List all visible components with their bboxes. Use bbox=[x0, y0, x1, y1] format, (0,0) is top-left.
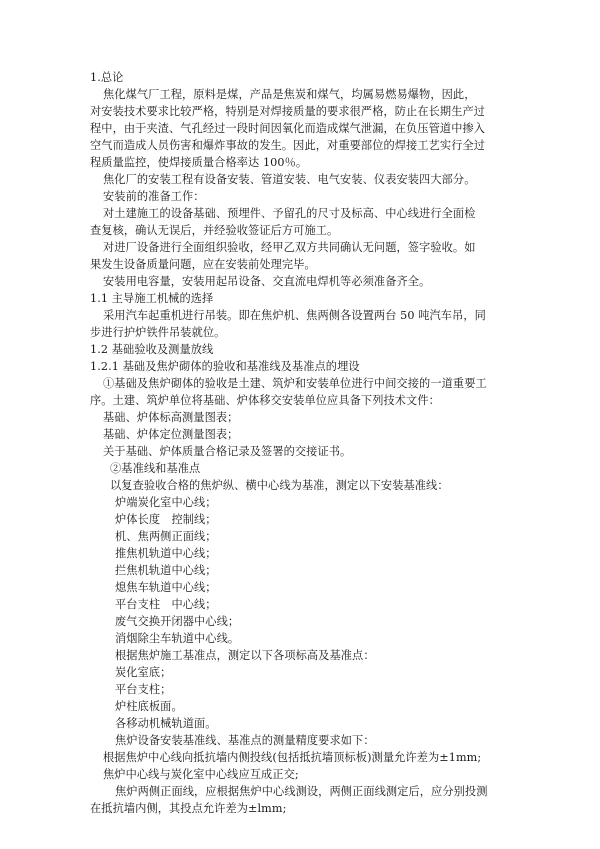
paragraph-line: 查复核，确认无误后，并经验收签证后方可施工。 bbox=[90, 224, 339, 237]
list-item: 推焦机轨道中心线； bbox=[115, 547, 217, 560]
list-item: 机、焦两侧正面线； bbox=[115, 530, 217, 543]
paragraph-line: 程质量监控，使焊接质量合格率达 100％。 bbox=[90, 156, 308, 169]
paragraph-line: 焦化厂的安装工程有设备安装、管道安装、电气安装、仪表安装四大部分。 bbox=[103, 173, 476, 186]
list-item: 各移动机械轨道面。 bbox=[115, 717, 217, 730]
paragraph-line: 步进行护炉铁件吊装就位。 bbox=[90, 326, 226, 339]
subsection-heading: 1.2.1 基础及焦炉砌体的验收和基准线及基准点的埋设 bbox=[90, 360, 360, 373]
paragraph-line: 采用汽车起重机进行吊装。即在焦炉机、焦两侧各设置两台 50 吨汽车吊，同 bbox=[103, 309, 486, 322]
paragraph-line: 焦炉两侧正面线，应根据焦炉中心线测设，两侧正面线测定后，应分别投测 bbox=[115, 785, 488, 798]
list-item: 炭化室底； bbox=[115, 666, 172, 679]
list-item: 基础、炉体定位测量图表； bbox=[103, 428, 239, 441]
paragraph-line: 果发生设备质量问题，应在安装前处理完毕。 bbox=[90, 258, 316, 271]
paragraph-line: 以复查验收合格的焦炉纵、横中心线为基准，测定以下安装基准线： bbox=[110, 479, 449, 492]
list-item: 平台支柱 中心线； bbox=[115, 598, 217, 611]
paragraph-line: ①基础及焦炉砌体的验收是土建、筑炉和安装单位进行中间交接的一道重要工 bbox=[103, 377, 487, 390]
list-item: 废气交换开闭器中心线； bbox=[115, 615, 240, 628]
section-heading: 1.1 主导施工机械的选择 bbox=[90, 292, 214, 305]
paragraph-line: 在抵抗墙内侧，其投点允许差为±lmm; bbox=[90, 802, 287, 815]
paragraph-line: 根据焦炉施工基准点，测定以下各项标高及基准点： bbox=[115, 649, 375, 662]
paragraph-line: ②基准线和基准点 bbox=[110, 462, 201, 475]
paragraph-line: 程中，由于夹渣、气孔经过一段时间因氧化而造成煤气泄漏，在负压管道中掺入 bbox=[90, 122, 486, 135]
list-item: 炉体长度 控制线； bbox=[115, 513, 217, 526]
heading-1: 1.总论 bbox=[90, 71, 124, 84]
paragraph-line: 根据焦炉中心线向抵抗墙内侧投线(包括抵抗墙顶标板)测量允许差为±1mm; bbox=[103, 751, 482, 764]
paragraph-line: 对土建施工的设备基础、预埋件、予留孔的尺寸及标高、中心线进行全面检 bbox=[103, 207, 476, 220]
paragraph-line: 安装前的准备工作： bbox=[103, 190, 205, 203]
list-item: 基础、炉体标高测量图表； bbox=[103, 411, 239, 424]
paragraph-line: 焦炉设备安装基准线、基准点的测量精度要求如下： bbox=[115, 734, 375, 747]
paragraph-line: 序。土建、筑炉单位将基础、炉体移交安装单位应具备下列技术文件： bbox=[90, 394, 440, 407]
list-item: 平台支柱； bbox=[115, 683, 172, 696]
paragraph-line: 安装用电容量，安装用起吊设备、交直流电焊机等必须准备齐全。 bbox=[103, 275, 431, 288]
list-item: 熄焦车轨道中心线； bbox=[115, 581, 217, 594]
paragraph-line: 空气而造成人员伤害和爆炸事故的发生。因此，对重要部位的焊接工艺实行全过 bbox=[90, 139, 486, 152]
list-item: 炉端炭化室中心线； bbox=[115, 496, 217, 509]
paragraph-line: 对安装技术要求比较严格，特别是对焊接质量的要求很严格，防止在长期生产过 bbox=[90, 105, 486, 118]
list-item: 炉柱底板面。 bbox=[115, 700, 183, 713]
paragraph-line: 焦化煤气厂工程，原料是煤，产品是焦炭和煤气，均属易燃易爆物，因此， bbox=[103, 88, 476, 101]
list-item: 消烟除尘车轨道中心线。 bbox=[115, 632, 240, 645]
list-item: 关于基础、炉体质量合格记录及签署的交接证书。 bbox=[103, 445, 352, 458]
section-heading: 1.2 基础验收及测量放线 bbox=[90, 343, 214, 356]
paragraph-line: 对进厂设备进行全面组织验收，经甲乙双方共同确认无问题，签字验收。如 bbox=[103, 241, 476, 254]
list-item: 拦焦机轨道中心线； bbox=[115, 564, 217, 577]
paragraph-line: 焦炉中心线与炭化室中心线应互成正交; bbox=[103, 768, 299, 781]
